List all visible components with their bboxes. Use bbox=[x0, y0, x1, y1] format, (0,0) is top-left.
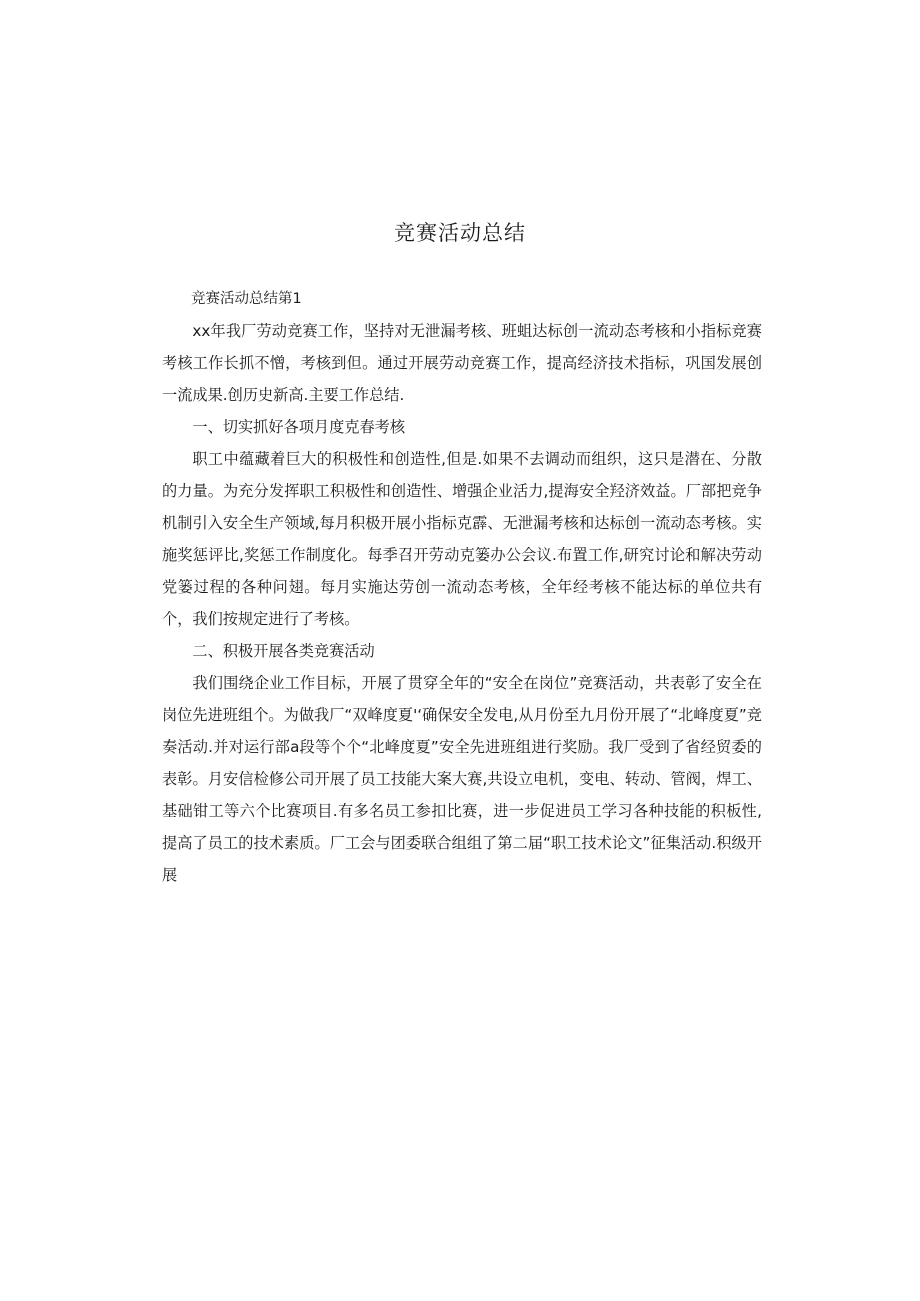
intro-paragraph: xx年我厂劳动竞赛工作，坚持对无泄漏考核、班蛆达标创一流动态考核和小指标竞赛考核工作长抓不憎，考核到但。通过开展劳动竞赛工作，提高经济技术指标，巩国发展创一流成果.创历史新高.主要工作总结. bbox=[162, 322, 762, 404]
section-2-paragraph: 我们围绕企业工作目标，开展了贯穿全年的“安全在岗位”竞赛活动，共表彰了安全在岗位先进班组个。为做我厂“双峰度夏'‘确保安全发电,从月份至九月份开展了“北峰度夏”竞奏活动.并对运行部a段等个个“北峰度夏”安全先进班组进行奖励。我厂受到了省经贸委的表彰。月安信检修公司开展了员工技能大案大赛,共设立电机，变电、转动、管阀，焊工、基础钳工等六个比赛项目.有多名员工参扣比赛，进一步促进员工学习各种技能的积板性,提高了员工的技术素质。厂工会与团委联合组组了第二届“职工技术论文”征集活动.积级开展 bbox=[162, 674, 762, 884]
document-body bbox=[162, 283, 762, 891]
section-heading-2: 二、积极开展各类竞赛活动 bbox=[192, 642, 375, 660]
document-title: 竞赛活动总结 bbox=[394, 221, 526, 245]
section-1-paragraph: 职工中蕴藏着巨大的积极性和创造性,但是.如果不去调动而组织，这只是潜在、分散的力量。为充分发挥职工积极性和创造性、增强企业活力,提海安全羟济效益。厂部把竞争机制引入安全生产领域,每月积极开展小指标克霹、无泄漏考核和达标创一流动态考核。实施奖惩评比,奖惩工作制度化。每季召开劳动克篓办公会议.布置工作,研究讨论和解决劳动党篓过程的各种问翅。每月实施达劳创一流动态考核，全年经考核不能达标的单位共有个，我们按规定进行了考核。 bbox=[162, 450, 762, 628]
document-subtitle: 竞赛活动总结第1 bbox=[191, 291, 302, 307]
section-heading-1: 一、切实抓好各项月度克春考核 bbox=[192, 418, 406, 436]
